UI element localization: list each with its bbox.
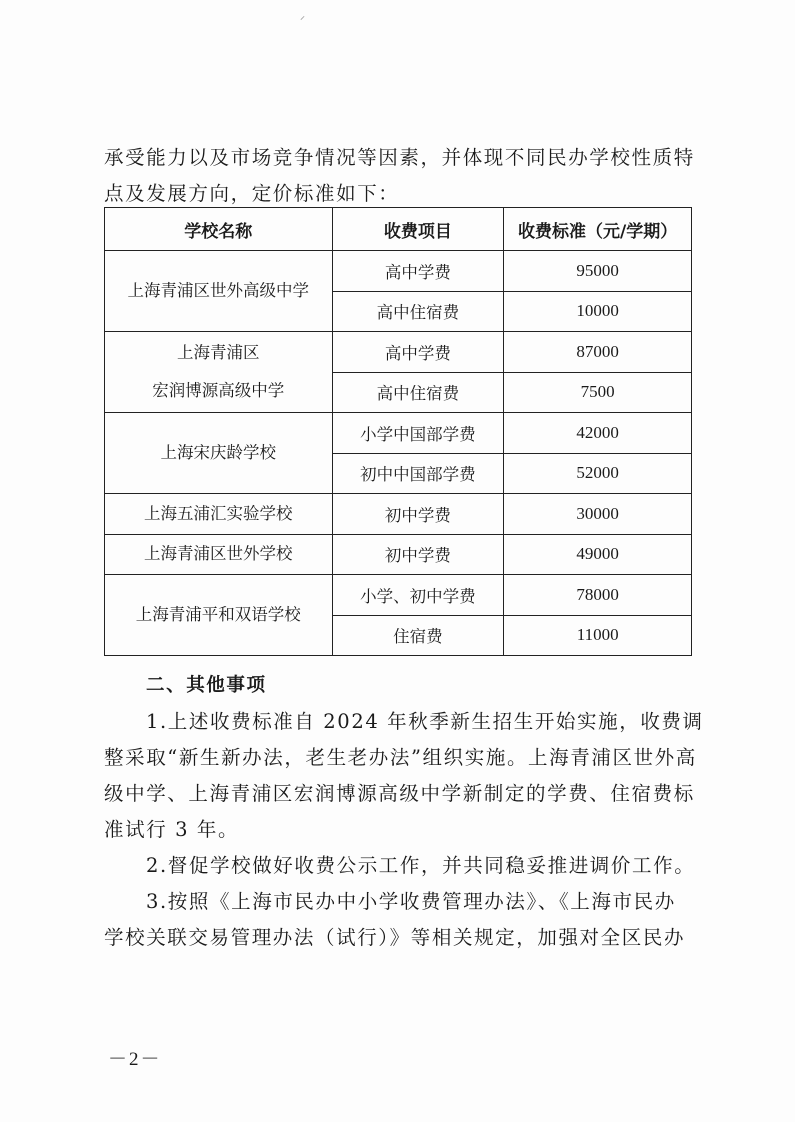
page-number: －2－: [108, 1049, 162, 1070]
paragraph-1-line: 级中学、上海青浦区宏润博源高级中学新制定的学费、住宿费标: [104, 782, 695, 805]
header-fee: 收费标准（元/学期）: [504, 208, 692, 251]
fee-item: 小学、初中学费: [332, 575, 504, 616]
school-name: 上海青浦区世外学校: [105, 534, 333, 575]
fee-table: [104, 207, 692, 656]
fee-amount: 95000: [504, 251, 692, 292]
school-name: 上海宋庆龄学校: [105, 413, 333, 494]
paragraph-1-line: 1.上述收费标准自 2024 年秋季新生招生开始实施，收费调: [146, 710, 704, 733]
paragraph-2: 2.督促学校做好收费公示工作，并共同稳妥推进调价工作。: [146, 854, 696, 877]
table-header-row: [105, 208, 692, 251]
table-row: [105, 332, 692, 373]
fee-item: 高中住宿费: [332, 291, 504, 332]
school-name: [105, 332, 333, 413]
table-row: [105, 251, 692, 292]
fee-amount: 52000: [504, 453, 692, 494]
fee-item: 初中中国部学费: [332, 453, 504, 494]
section-heading: 二、其他事项: [146, 675, 267, 696]
fee-item: 高中学费: [332, 332, 504, 373]
fee-item: 初中学费: [332, 494, 504, 535]
paragraph-3-line: 学校关联交易管理办法（试行）》等相关规定，加强对全区民办: [104, 926, 686, 949]
fee-item: 初中学费: [332, 534, 504, 575]
school-name: 上海青浦平和双语学校: [105, 575, 333, 656]
fee-item: 高中学费: [332, 251, 504, 292]
fee-amount: 11000: [504, 615, 692, 656]
paragraph-1-line: 整采取“新生新办法，老生老办法”组织实施。上海青浦区世外高: [104, 746, 697, 769]
fee-amount: 49000: [504, 534, 692, 575]
school-name: 上海五浦汇实验学校: [105, 494, 333, 535]
intro-line-1: 承受能力以及市场竞争情况等因素，并体现不同民办学校性质特: [104, 146, 695, 169]
fee-amount: 78000: [504, 575, 692, 616]
paragraph-1-line: 准试行 3 年。: [104, 818, 240, 841]
fee-amount: 30000: [504, 494, 692, 535]
header-school: 学校名称: [105, 208, 333, 251]
fee-amount: 87000: [504, 332, 692, 373]
fee-item: 高中住宿费: [332, 372, 504, 413]
table-row: [105, 534, 692, 575]
school-name: 上海青浦区世外高级中学: [105, 251, 333, 332]
fee-amount: 42000: [504, 413, 692, 454]
fee-item: 小学中国部学费: [332, 413, 504, 454]
table-row: [105, 413, 692, 454]
school-name-line: 宏润博源高级中学: [152, 381, 285, 400]
paragraph-3-line: 3.按照《上海市民办中小学收费管理办法》、《上海市民办: [146, 890, 676, 913]
fee-amount: 7500: [504, 372, 692, 413]
scan-mark: ⸝: [300, 11, 305, 22]
fee-item: 住宿费: [332, 615, 504, 656]
school-name-line: 上海青浦区: [177, 343, 260, 362]
table-row: [105, 575, 692, 616]
fee-amount: 10000: [504, 291, 692, 332]
intro-line-2: 点及发展方向，定价标准如下：: [104, 182, 400, 205]
table-row: [105, 494, 692, 535]
header-item: 收费项目: [332, 208, 504, 251]
